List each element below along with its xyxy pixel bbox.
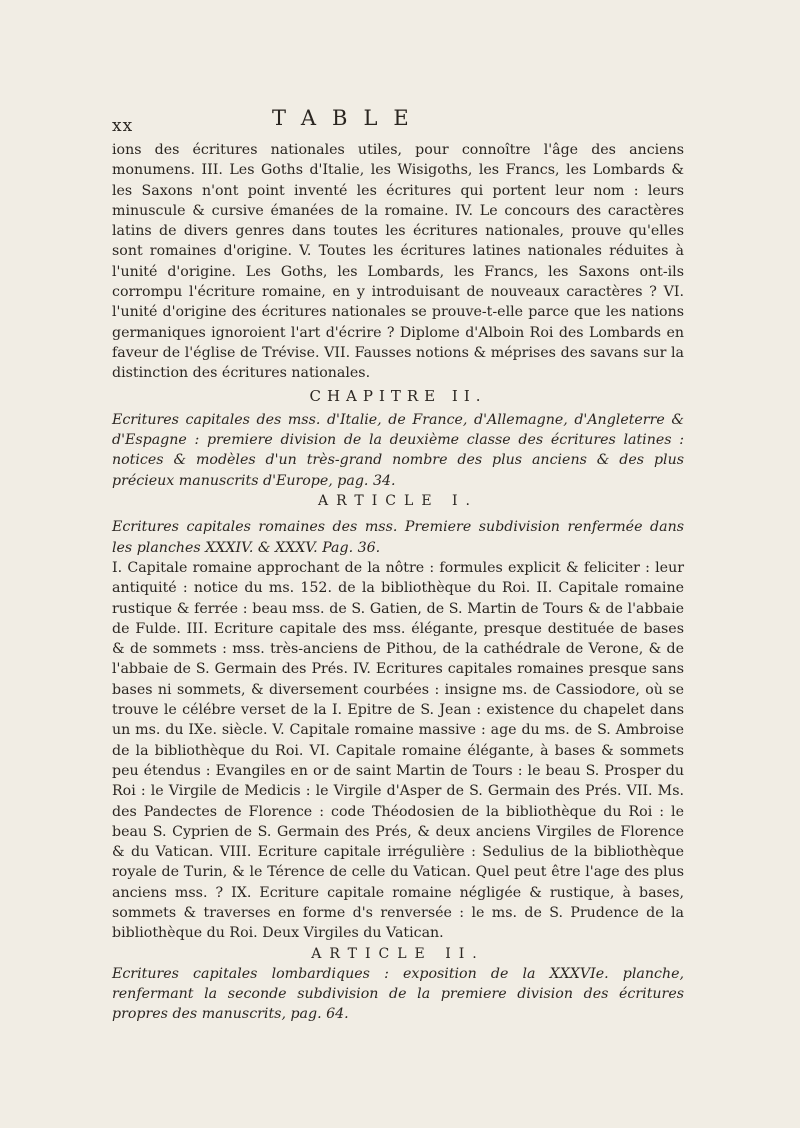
- running-title: TABLE: [272, 106, 425, 130]
- chapter-title: Ecritures capitales des mss. d'Italie, de France, d'Allemagne, d'Angleterre & d'Espagne : premiere division de la deuxième classe des écritures latines : notices & modèles d'un très-grand nombre des plus anciens & des plus précieux manuscrits d'Europe, pag. 34.: [112, 411, 684, 489]
- article2-title: Ecritures capitales lombardiques : exposition de la XXXVIe. planche, renfermant la seconde subdivision de la premiere division des écritures propres des manuscrits, pag. 64.: [112, 965, 684, 1023]
- article2-heading: ARTICLE II.: [311, 945, 485, 962]
- article1-title: Ecritures capitales romaines des mss. Premiere subdivision renfermée dans les planches XXXIV. & XXXV. Pag. 36.: [112, 519, 684, 556]
- chapter-heading: CHAPITRE II.: [309, 386, 487, 405]
- article1-heading: ARTICLE I.: [318, 493, 478, 510]
- page-body: [112, 140, 684, 1025]
- page-number: xx: [112, 116, 134, 136]
- paragraph-intro: ions des écritures nationales utiles, pour connoître l'âge des anciens monumens. III. Les Goths d'Italie, les Wisigoths, les Francs, les Lombards & les Saxons n'ont point inventé les écritures qui portent leur nom : leurs minuscule & cursive émanées de la romaine. IV. Le concours des caractères latins de divers genres dans toutes les écritures nationales, prouve qu'elles sont romaines d'origine. V. Toutes les écritures latines nationales réduites à l'unité d'origine. Les Goths, les Lombards, les Francs, les Saxons ont-ils corrompu l'écriture romaine, en y introduisant de nouveaux caractères ? VI. l'unité d'origine des écritures nationales se prouve-t-elle parce que les nations germaniques ignoroient l'art d'écrire ? Diplome d'Alboin Roi des Lombards en faveur de l'église de Trévise. VII. Fausses notions & méprises des savans sur la distinction des écritures nationales.: [112, 142, 684, 382]
- paragraph-article1: I. Capitale romaine approchant de la nôtre : formules explicit & feliciter : leur antiquité : notice du ms. 152. de la bibliothèque du Roi. II. Capitale romaine rustique & ferrée : beau mss. de S. Gatien, de S. Martin de Tours & de l'abbaie de Fulde. III. Ecriture capitale des mss. élégante, presque destituée de bases & de sommets : mss. très-anciens de Pithou, de la cathédrale de Verone, & de l'abbaie de S. Germain des Prés. IV. Ecritures capitales romaines presque sans bases ni sommets, & diversement courbées : insigne ms. de Cassiodore, où se trouve le célébre verset de la I. Epitre de S. Jean : existence du chapelet dans un ms. du IXe. siècle. V. Capitale romaine massive : age du ms. de S. Ambroise de la bibliothèque du Roi. VI. Capitale romaine élégante, à bases & sommets peu étendus : Evangiles en or de saint Martin de Tours : le beau S. Prosper du Roi : le Virgile de Medicis : le Virgile d'Asper de S. Germain des Prés. VII. Ms. des Pandectes de Florence : code Théodosien de la bibliothèque du Roi : le beau S. Cyprien de S. Germain des Prés, & deux anciens Virgiles de Florence & du Vatican. VIII. Ecriture capitale irrégulière : Sedulius de la bibliothèque royale de Turin, & le Térence de celle du Vatican. Quel peut être l'age des plus anciens mss. ? IX. Ecriture capitale romaine négligée & rustique, à bases, sommets & traverses en forme d's renversée : le ms. de S. Prudence de la bibliothèque du Roi. Deux Virgiles du Vatican.: [112, 559, 684, 942]
